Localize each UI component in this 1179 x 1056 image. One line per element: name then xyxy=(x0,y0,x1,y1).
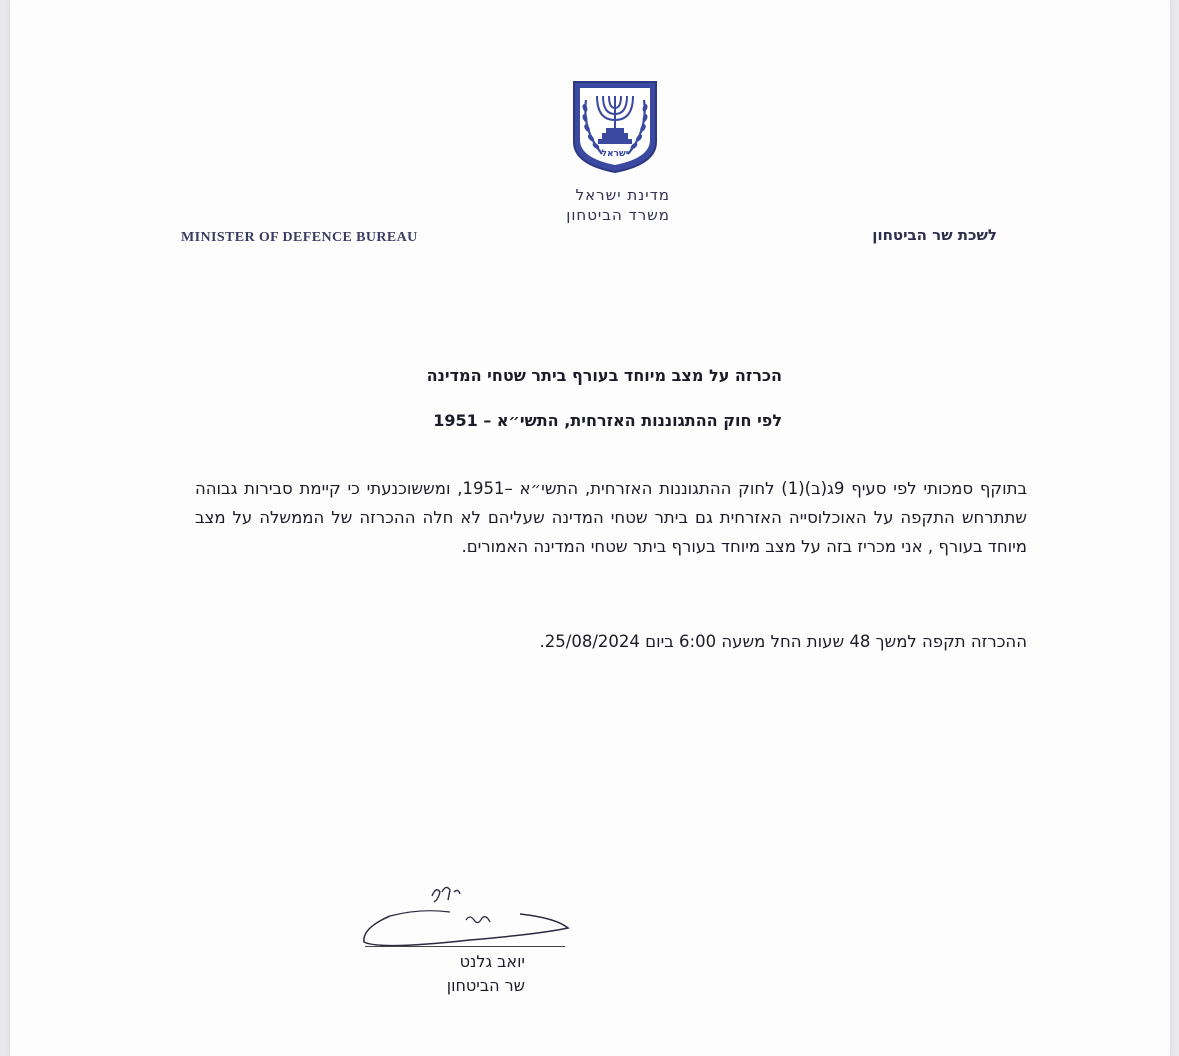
signature-line xyxy=(365,946,565,947)
emblem-caption: ישראל xyxy=(601,149,629,159)
bureau-name-hebrew: לשכת שר הביטחון xyxy=(872,226,997,244)
document-page xyxy=(10,0,1170,1056)
document-title: הכרזה על מצב מיוחד בעורף ביתר שטחי המדינה xyxy=(426,366,782,385)
state-emblem-icon xyxy=(572,80,658,174)
signer-title: שר הביטחון xyxy=(446,976,525,995)
signer-name: יואב גלנט xyxy=(459,952,525,971)
bureau-name-english: MINISTER OF DEFENCE BUREAU xyxy=(181,230,418,245)
org-line-ministry: משרד הביטחון xyxy=(566,206,670,224)
validity-statement: ההכרזה תקפה למשך 48 שעות החל משעה 6:00 ביום 25/08/2024. xyxy=(539,632,1027,651)
declaration-body: בתוקף סמכותי לפי סעיף 9ג(ב)(1) לחוק ההתגוננות האזרחית, התשי״א –1951, ומששוכנעתי כי קיימת סבירות גבוהה שתתרחש התקפה על האוכלוסייה האזרחית גם ביתר שטחי המדינה שעליהם לא חלה ההכרזה של הממשלה על מצב מיוחד בעורף , אני מכריז בזה על מצב מיוחד בעורף ביתר שטחי המדינה האמורים. xyxy=(195,479,1027,556)
org-line-state: מדינת ישראל xyxy=(575,186,670,204)
document-subtitle: לפי חוק ההתגוננות האזרחית, התשי״א – 1951 xyxy=(433,411,782,430)
